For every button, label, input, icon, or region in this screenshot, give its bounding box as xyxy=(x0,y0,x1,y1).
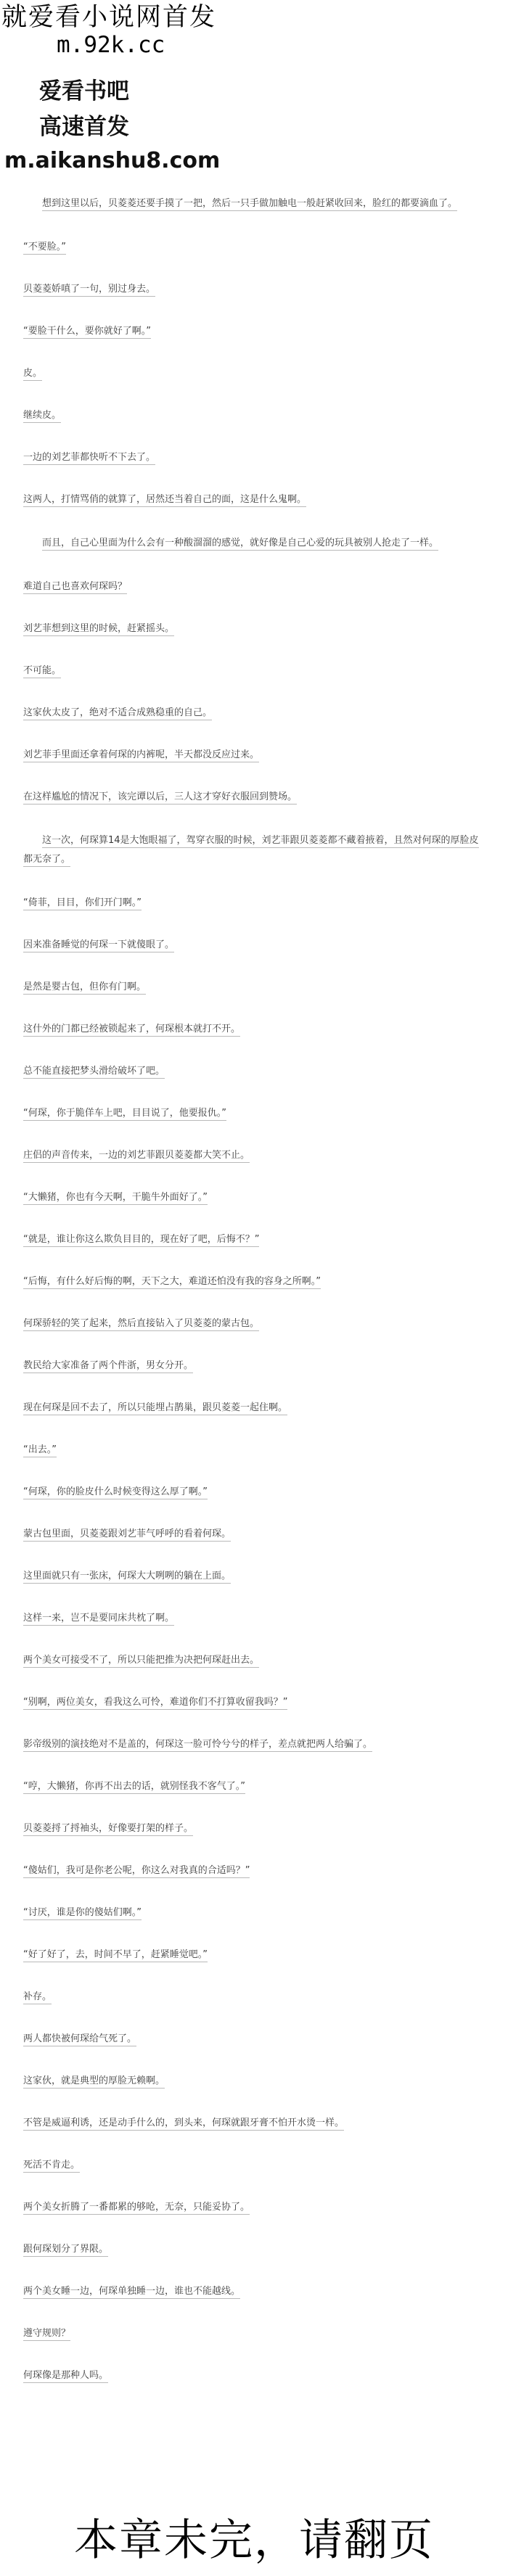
paragraph: 是然是婴古包，但你有门啊。 xyxy=(23,979,488,995)
paragraph: “何琛，你于脆佯车上吧，目目说了，他要报仇。” xyxy=(23,1106,488,1122)
brand-name: 爱看书吧 xyxy=(39,78,129,104)
paragraph: 而且，自己心里面为什么会有一种酸溜溜的感觉，就好像是自己心爱的玩具被别人抢走了一样。 xyxy=(23,534,488,553)
paragraph: “后悔，有什么好后悔的啊，天下之大，难道还怕没有我的容身之所啊。” xyxy=(23,1274,488,1290)
paragraph: 现在何琛是回不去了，所以只能埋占鹊巢，跟贝菱菱一起住啊。 xyxy=(23,1400,488,1416)
paragraph: 这一次，何琛算14是大饱眼福了，驾穿衣服的时候，刘艺菲跟贝菱菱都不藏着掖着，且然对何琛的厚脸皮都无奈了。 xyxy=(23,831,488,869)
brand-slogan: 高速首发 xyxy=(39,114,129,140)
paragraph: “大懒猪，你也有今天啊，干脆牛外面好了。” xyxy=(23,1190,488,1206)
chapter-body xyxy=(23,194,488,2410)
paragraph: “别啊，两位美女，看我这么可怜，难道你们不打算收留我吗？” xyxy=(23,1695,488,1711)
paragraph: 两个美女睡一边，何琛单独睡一边，谁也不能越线。 xyxy=(23,2284,488,2300)
paragraph: “哼，大懒猪，你再不出去的话，就别怪我不客气了。” xyxy=(23,1779,488,1795)
paragraph: 想到这里以后，贝菱菱还要手摸了一把，然后一只手做加触电一般赶紧收回来，脸红的都要滴血了。 xyxy=(23,194,488,213)
paragraph: 教民给大家准备了两个件浙，男女分开。 xyxy=(23,1358,488,1374)
paragraph: 继续皮。 xyxy=(23,408,488,424)
paragraph: 总不能直接把梦头滑给破坏了吧。 xyxy=(23,1063,488,1079)
paragraph: 难道自己也喜欢何琛吗？ xyxy=(23,579,488,595)
paragraph: “要脸干什么，要你就好了啊。” xyxy=(23,324,488,340)
paragraph: 何琛像是那种人吗。 xyxy=(23,2368,488,2384)
paragraph: “倚菲，目目，你们开门啊。” xyxy=(23,895,488,911)
paragraph: 遵守规则？ xyxy=(23,2326,488,2342)
paragraph: “出去。” xyxy=(23,1442,488,1458)
paragraph: 不管是威逼利诱，还是动手什么的，到头来，何琛就跟牙膏不怕开水烫一样。 xyxy=(23,2115,488,2131)
paragraph: 这两人，打情骂俏的就算了，居然还当着自己的面，这是什么鬼啊。 xyxy=(23,492,488,508)
paragraph: 两人都快被何琛给气死了。 xyxy=(23,2031,488,2047)
paragraph: 影帝级别的演技绝对不是盖的，何琛这一脸可怜兮兮的样子，差点就把两人给骗了。 xyxy=(23,1737,488,1753)
paragraph: 蒙古包里面，贝菱菱跟刘艺菲气呼呼的看着何琛。 xyxy=(23,1526,488,1542)
paragraph: 一边的刘艺菲都快听不下去了。 xyxy=(23,450,488,466)
paragraph: 庄侣的声音传来，一边的刘艺菲跟贝菱菱都大笑不止。 xyxy=(23,1148,488,1164)
paragraph: “就是，谁让你这么欺负目目的，现在好了吧，后悔不？” xyxy=(23,1232,488,1248)
paragraph: 跟何琛划分了界限。 xyxy=(23,2242,488,2258)
paragraph: 贝菱菱捋了捋袖头，好像要打架的样子。 xyxy=(23,1821,488,1837)
chapter-continue-notice: 本章未完，请翻页 xyxy=(74,2515,434,2566)
paragraph: 这什外的门都已经被锁起来了，何琛根本就打不开。 xyxy=(23,1021,488,1037)
paragraph: “讨厌，谁是你的傻姑们啊。” xyxy=(23,1905,488,1921)
paragraph: 刘艺菲手里面还拿着何琛的内裤呢，半天都没反应过来。 xyxy=(23,747,488,763)
paragraph: “不要脸。” xyxy=(23,239,488,255)
paragraph: 皮。 xyxy=(23,366,488,382)
paragraph: 这家伙太皮了，绝对不适合成熟稳重的自己。 xyxy=(23,705,488,721)
site-watermark-title: 就爱看小说网首发 xyxy=(1,3,217,32)
paragraph: 因来准备睡觉的何琛一下就傻眼了。 xyxy=(23,937,488,953)
paragraph: 贝菱菱娇嗔了一句，别过身去。 xyxy=(23,281,488,297)
brand-url: m.aikanshu8.com xyxy=(4,148,221,173)
paragraph: 刘艺菲想到这里的时候，赶紧摇头。 xyxy=(23,621,488,637)
paragraph: 在这样尴尬的情况下，该完谭以后，三人这才穿好衣服回到赞场。 xyxy=(23,789,488,805)
site-watermark-url: m.92k.cc xyxy=(57,32,165,58)
paragraph: 两个美女折腾了一番都累的够呛，无奈，只能妥协了。 xyxy=(23,2200,488,2215)
paragraph: 这样一来，岂不是要同床共枕了啊。 xyxy=(23,1610,488,1626)
paragraph: 补存。 xyxy=(23,1989,488,2005)
paragraph: 何琛骄轻的笑了起来，然后直接钻入了贝菱菱的蒙古包。 xyxy=(23,1316,488,1332)
paragraph: 不可能。 xyxy=(23,663,488,679)
paragraph: 两个美女可接受不了，所以只能把推为决把何琛赶出去。 xyxy=(23,1653,488,1668)
paragraph: 死活不肯走。 xyxy=(23,2157,488,2173)
paragraph: 这里面就只有一张床，何琛大大咧咧的躺在上面。 xyxy=(23,1568,488,1584)
paragraph: 这家伙，就是典型的厚脸无赖啊。 xyxy=(23,2073,488,2089)
paragraph: “傻姑们，我可是你老公呢，你这么对我真的合适吗？” xyxy=(23,1863,488,1879)
paragraph: “何琛，你的脸皮什么时候变得这么厚了啊。” xyxy=(23,1484,488,1500)
paragraph: “好了好了，去，时间不早了，赶紧睡觉吧。” xyxy=(23,1947,488,1963)
